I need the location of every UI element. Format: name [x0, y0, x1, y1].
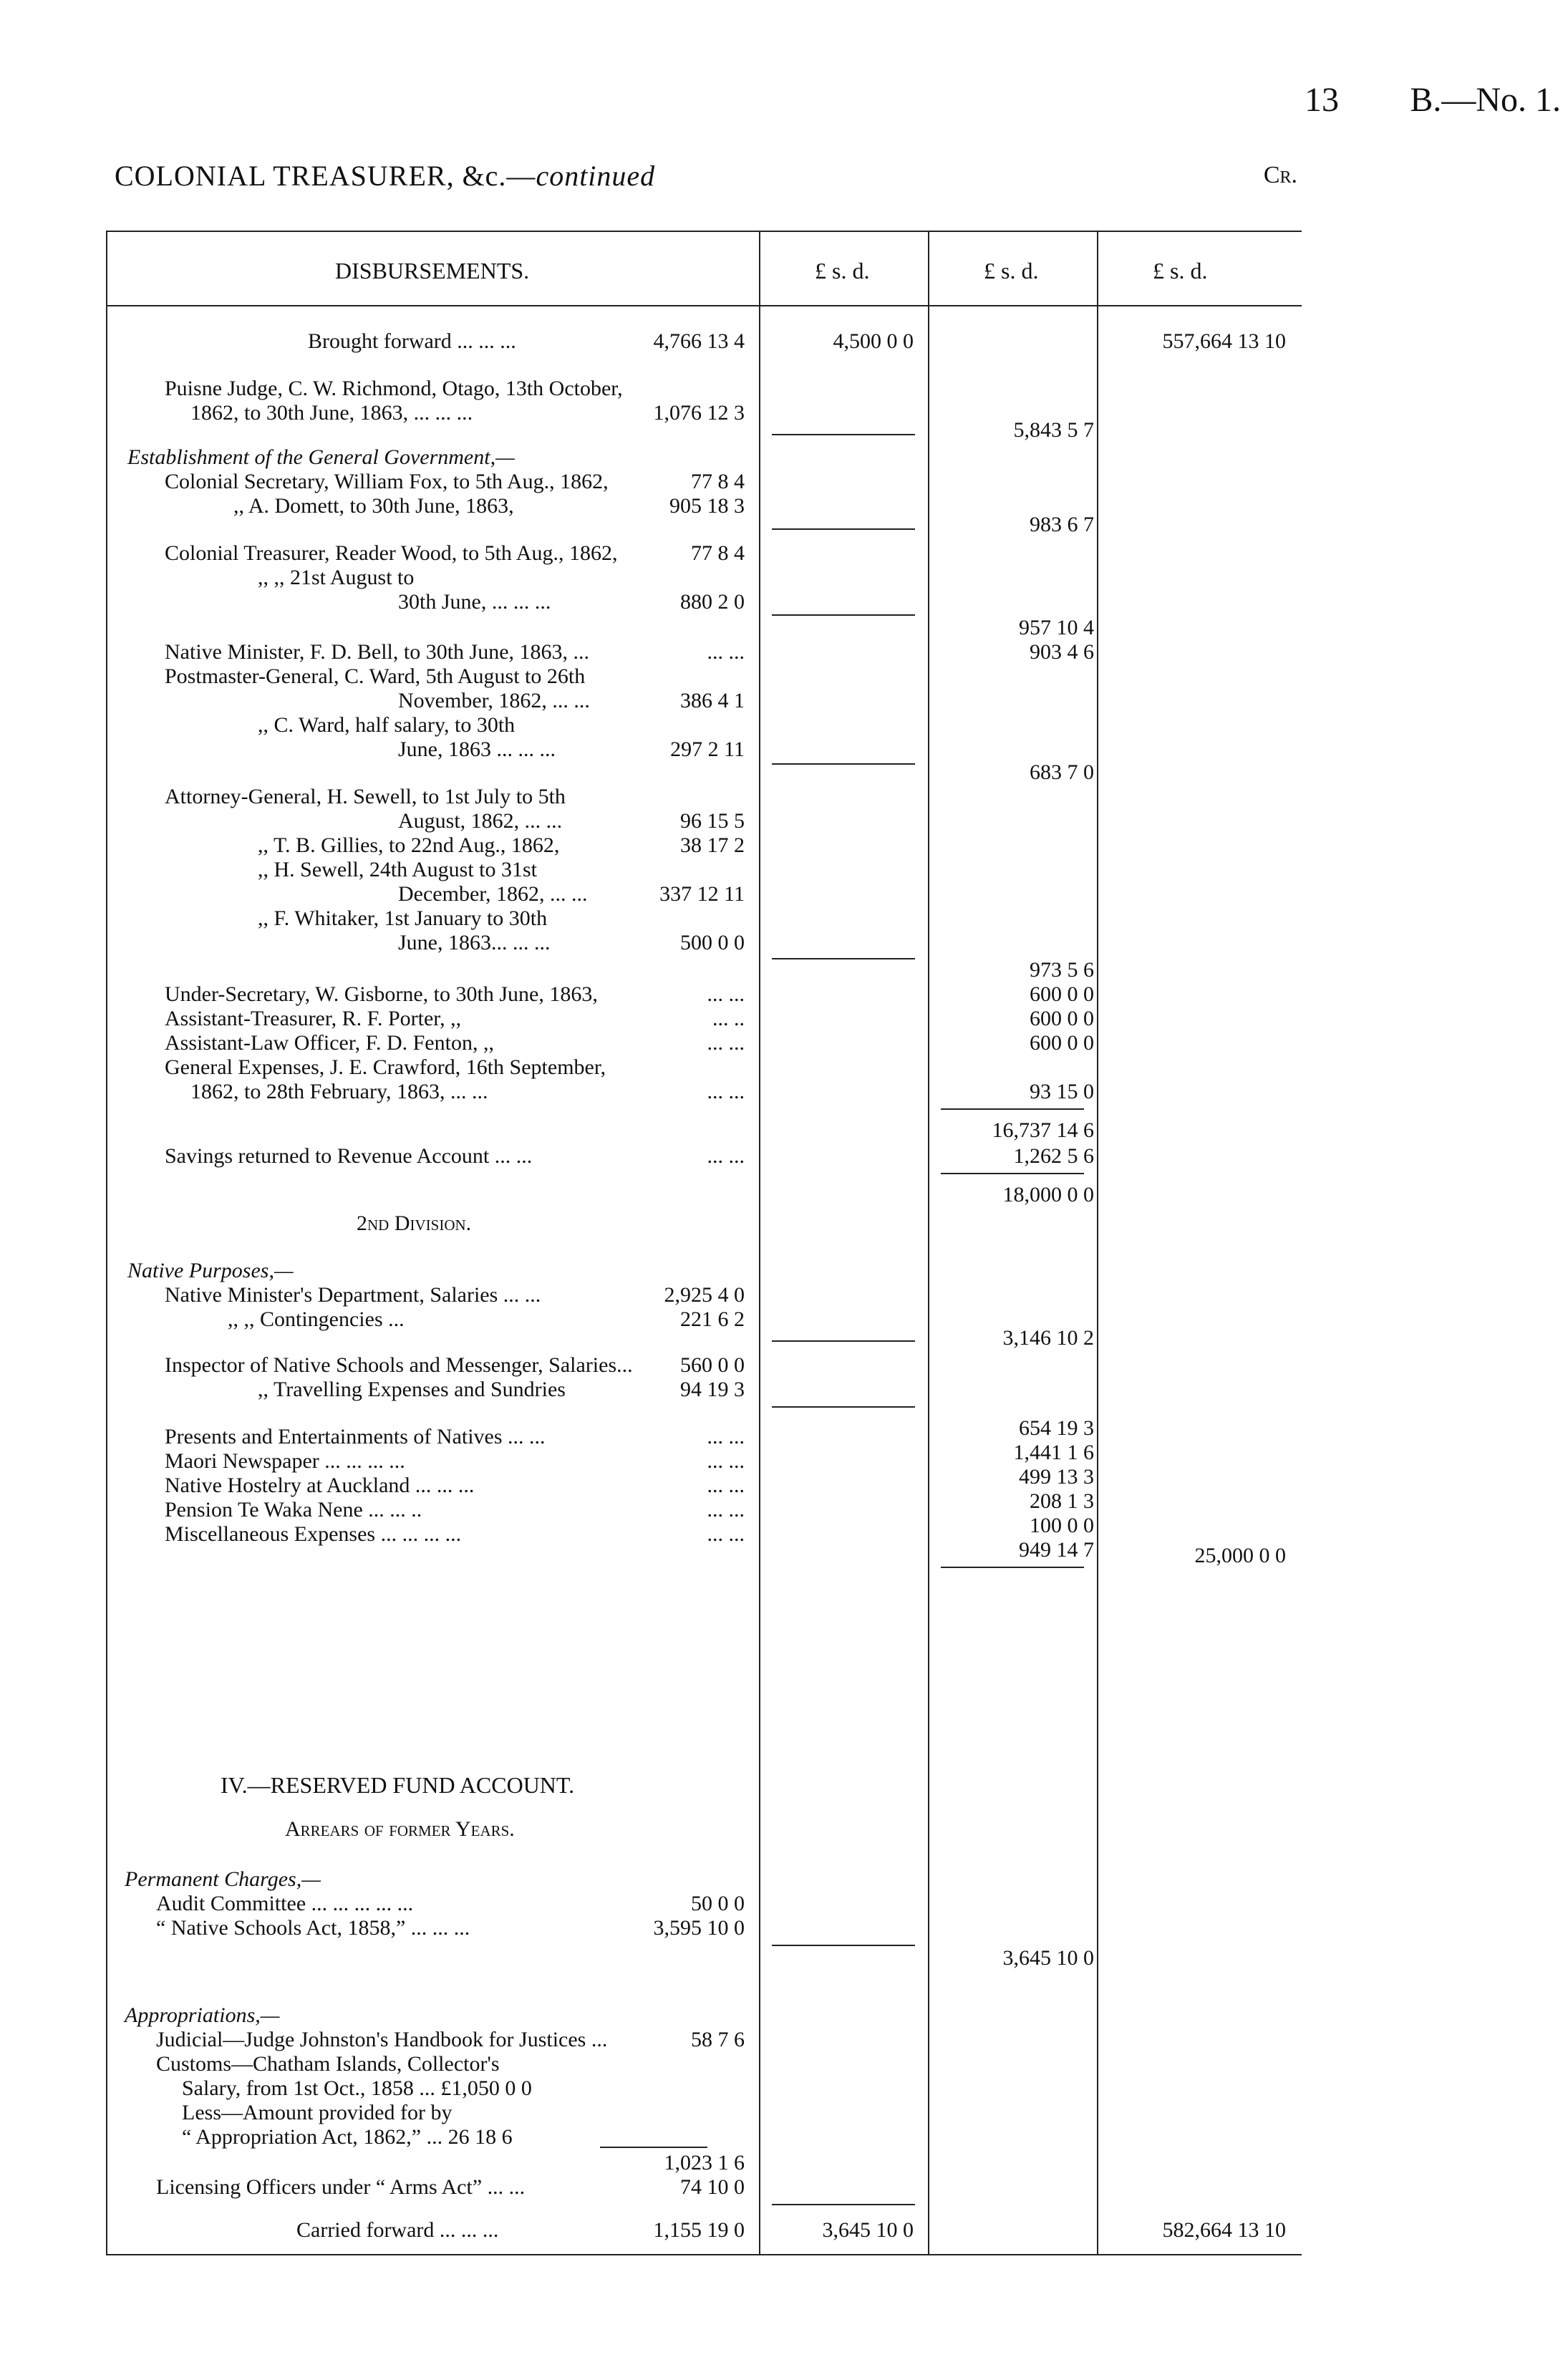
table-bottom-rule — [106, 2254, 1302, 2255]
column-header-col3: £ s. d. — [1153, 258, 1208, 284]
subtotal-rule — [772, 2204, 915, 2205]
subtotal-rule — [772, 434, 915, 435]
subtotal-rule — [772, 958, 915, 959]
page-number: 13 — [1305, 81, 1339, 119]
subtotal-rule — [772, 1406, 915, 1408]
document-reference: B.—No. 1. — [1410, 81, 1561, 119]
subtotal-rule — [941, 1567, 1084, 1568]
subtotal-rule — [772, 614, 915, 616]
subtotal-rule — [772, 763, 915, 765]
column-header-col2: £ s. d. — [984, 258, 1039, 284]
header-bottom-rule — [106, 305, 1302, 306]
table-top-rule — [106, 231, 1302, 232]
subtotal-rule — [772, 528, 915, 530]
column-header-description: DISBURSEMENTS. — [335, 258, 530, 284]
column-divider-1 — [759, 231, 760, 2254]
column-header-col1: £ s. d. — [815, 258, 870, 284]
left-border — [106, 231, 107, 2254]
title-main: COLONIAL TREASURER, &c.— — [115, 160, 536, 192]
column-divider-3 — [1097, 231, 1098, 2254]
disbursements-table: DISBURSEMENTS. £ s. d. £ s. d. £ s. d. Brought forward ... ... ... 4,766 13 4 4,500 0 0 557,664 13 10 Puisne Judge, C. W. Richmond, Otago, 13th October, 1862, to 30th June, 1863, ... ... ... 1,076 12 3 5,843 5 7 Establishment of the General Government,— Colonial Secretary, William Fox, to 5th Aug., 1862, 77 8 4 ,, A. Domett, to 30th June, 1863, 905 18 3 983 6 7 Colonial Treasurer, Reader Wood, to 5th Aug., 1862, 77 8 4 ,, ,, 21st August to 30th June, ... ... ... 880 2 0 957 10 4 Native Minister, F. D. Bell, to 30th June, 1863, ... ... ... 903 4 6 Postmaster-General, C. Ward, 5th August to 26th November, 1862, ... ... 386 4 1 ,, C. Ward, half salary, to 30th June, 1863 ... ... ... 297 2 11 683 7 0 Attorney-General, H. Sewell, to 1st July to 5th August, 1862, ... ... 96 15 5 ,, T. B. Gillies, to 22nd Aug., 1862, 38 17 2 ,, H. Sewell, 24th August to 31st December, 1862, ... ... 337 12 11 ,, F. Whitaker, 1st January to 30th June, 1863... ... ... 500 0 0 973 5 6 Under-Secretary, W. Gisborne, to 30th June, 1863, ... ... 600 0 0 Assistant-Treasurer, R. F. Porter, ,, ... .. 600 0 0 Assistant-Law Officer, F. D. Fenton, ,, ... ... 600 0 0 General Expenses, J. E. Crawford, 16th September, 1862, to 28th February, 1863, ... ... ... ... 93 15 0 16,737 14 6 Savings returned to Revenue Account ... ... ... ... 1,262 5 6 18,000 0 0 2nd Division. Native Purposes,— Native Minister's Department, Salaries ... ... 2,925 4 0 ,, ,, Contingencies ... 221 6 2 3,146 10 2 Inspector of Native Schools and Messenger, Salaries... 560 0 0 ,, Travelling Expenses and Sundries 94 19 3 Presents and Entertainments of Natives ... ... ... ... 654 19 3 Maori Newspaper ... ... ... ... ... ... 1,441 1 6 Native Hostelry at Auckland ... ... ... ... ... 499 13 3 Pension Te Waka Nene ... ... .. ... ... 208 1 3 Miscellaneous Expenses ... ... ... ... ... ... 100 0 0 949 14 7 25,000 0 0 IV.—RESERVED FUND ACCOUNT. Arrears of former Years. Permanent Charges,— Audit Committee ... ... ... ... ... 50 0 0 “ Native Schools Act, 1858,” ... ... ... 3,595 10 0 3,645 10 0 Appropriations,— Judicial—Judge Johnston's Handbook for Justices ... 58 7 6 Customs—Chatham Islands, Collector's Salary, from 1st Oct., 1858 ... £1,050 0 0 Less—Amount provided for by “ Appropriation Act, 1862,” ... 26 18 6 1,023 1 6 Licensing Officers under “ Arms Act” ... ... 74 10 0 Carried forward ... ... ... 1,155 19 0 3,645 10 0 582,664 13 10 — [106, 231, 1302, 2254]
subtotal-rule — [600, 2147, 707, 2148]
title-continued: continued — [536, 160, 656, 192]
subtotal-rule — [941, 1108, 1084, 1110]
running-title — [115, 159, 655, 193]
credit-side-label: Cr. — [1263, 162, 1297, 188]
subtotal-rule — [772, 1340, 915, 1342]
column-divider-2 — [928, 231, 929, 2254]
subtotal-rule — [772, 1945, 915, 1946]
subtotal-rule — [941, 1173, 1084, 1174]
